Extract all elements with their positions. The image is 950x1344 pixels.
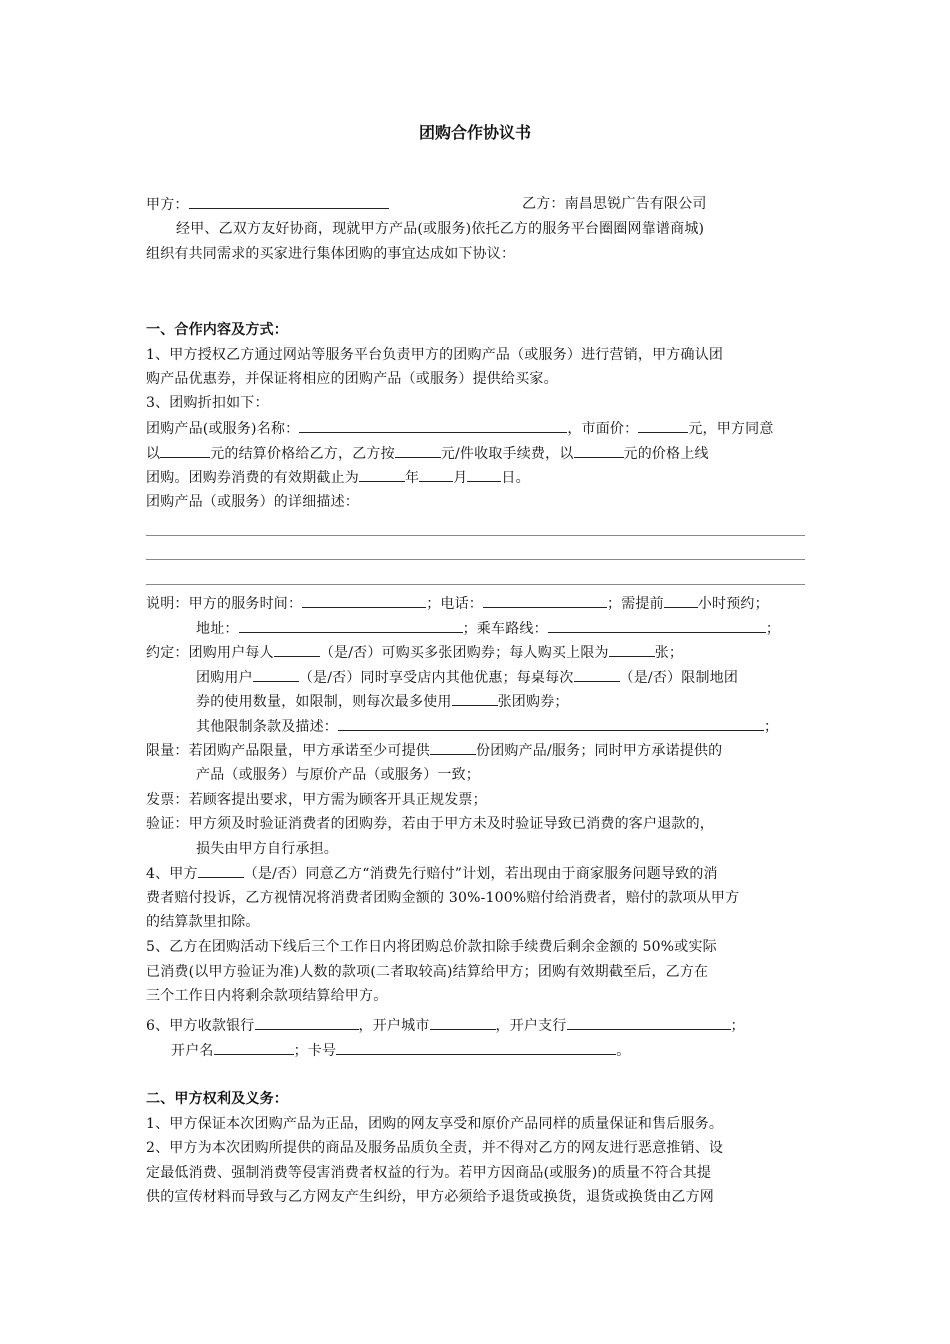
party-a-blank[interactable] (189, 194, 389, 209)
description-rule-2[interactable] (146, 559, 805, 560)
expiry-month-blank[interactable] (419, 467, 453, 482)
s2-p2-line3: 供的宣传材料而导致与乙方网友产生纠纷，甲方必须给予退货或换货，退货或换货由乙方网 (146, 1189, 714, 1205)
s1-p1-line2: 购产品优惠券，并保证将相应的团购产品（或服务）提供给买家。 (146, 371, 558, 387)
fee-blank[interactable] (395, 443, 441, 458)
s2-p2-line2: 定最低消费、强制消费等侵害消费者权益的行为。若甲方因商品(或服务)的质量不符合其提 (146, 1165, 712, 1181)
document-title: 团购合作协议书 (418, 123, 531, 142)
service-note-line: 说明：甲方的服务时间： ；电话： ；需提前 小时预约； (146, 593, 769, 614)
clause5-line-2: 已消费(以甲方验证为准)人数的款项(二者取较高)结算给甲方；团购有效期截至后，乙方在 (146, 964, 709, 980)
settle-price-blank[interactable] (160, 443, 210, 458)
description-label: 团购产品（或服务）的详细描述： (146, 494, 359, 510)
verify-line-1: 验证：甲方须及时验证消费者的团购券，若由于甲方未及时验证导致已消费的客户退款的， (146, 816, 714, 832)
expiry-year-blank[interactable] (359, 467, 405, 482)
party-a-line: 甲方： (146, 194, 389, 215)
table-limit-blank[interactable] (574, 667, 620, 682)
product-name-blank[interactable] (299, 418, 567, 433)
service-time-blank[interactable] (302, 593, 426, 608)
other-discount-blank[interactable] (253, 667, 299, 682)
multi-buy-blank[interactable] (274, 642, 320, 657)
verify-line-2: 损失由甲方自行承担。 (196, 841, 338, 857)
clause4-line-1: 4、甲方 （是/否）同意乙方“消费先行赔付”计划，若出现由于商家服务问题导致的消 (146, 863, 718, 884)
bank-blank[interactable] (255, 1015, 359, 1030)
clause5-line-1: 5、乙方在团购活动下线后三个工作日内将团购总价款扣除手续费后剩余金额的 50%或实际 (146, 939, 717, 955)
phone-blank[interactable] (483, 593, 607, 608)
agreement-line-3: 券的使用数量，如限制，则每次最多使用 张团购券； (196, 691, 569, 712)
branch-blank[interactable] (567, 1015, 731, 1030)
bank-line: 6、甲方收款银行 ，开户城市 ，开户支行 ； (146, 1015, 745, 1036)
section2-heading: 二、甲方权利及义务： (146, 1091, 288, 1107)
limit-line-1: 限量：若团购产品限量，甲方承诺至少可提供 份团购产品/服务；同时甲方承诺提供的 (146, 740, 722, 761)
s1-p1-line1: 1、甲方授权乙方通过网站等服务平台负责甲方的团购产品（或服务）进行营销，甲方确认团 (146, 347, 724, 363)
market-price-blank[interactable] (638, 418, 688, 433)
s2-p2-line1: 2、甲方为本次团购所提供的商品及服务品质负全责，并不得对乙方的网友进行恶意推销、设 (146, 1140, 724, 1156)
online-price-blank[interactable] (574, 443, 624, 458)
party-b: 乙方：南昌思锐广告有限公司 (522, 196, 707, 212)
clause4-line-2: 费者赔付投诉，乙方视情况将消费者团购金额的 30%-100%赔付给消费者，赔付的款项从甲方 (146, 890, 740, 906)
address-blank[interactable] (239, 618, 463, 633)
agreement-line-1: 约定：团购用户每人 （是/否）可购买多张团购券；每人购买上限为 张； (146, 642, 683, 663)
card-number-blank[interactable] (336, 1040, 616, 1055)
address-line: 地址： ；乘车路线： ； (196, 618, 780, 639)
s1-p3-title: 3、团购折扣如下： (146, 395, 269, 411)
limit-line-2: 产品（或服务）与原价产品（或服务）一致； (196, 767, 480, 783)
price-line: 以 元的结算价格给乙方，乙方按 元/件收取手续费，以 元的价格上线 (146, 443, 709, 464)
account-line: 开户名 ；卡号 。 (171, 1040, 630, 1061)
expiry-day-blank[interactable] (467, 467, 501, 482)
buy-limit-blank[interactable] (609, 642, 655, 657)
expiry-line: 团购。团购券消费的有效期截止为 年 月 日。 (146, 467, 530, 488)
agreement-line-2: 团购用户 （是/否）同时享受店内其他优惠；每桌每次 （是/否）限制地团 (196, 667, 738, 688)
invoice-line: 发票：若顾客提出要求，甲方需为顾客开具正规发票； (146, 792, 487, 808)
account-name-blank[interactable] (214, 1040, 294, 1055)
advance-hours-blank[interactable] (664, 593, 698, 608)
compensation-agree-blank[interactable] (198, 863, 244, 878)
max-coupon-blank[interactable] (452, 691, 498, 706)
s2-p1: 1、甲方保证本次团购产品为正品，团购的网友享受和原价产品同样的质量保证和售后服务。 (146, 1116, 724, 1132)
section1-heading: 一、合作内容及方式： (146, 322, 288, 338)
intro-line-1: 经甲、乙双方友好协商，现就甲方产品(或服务)依托乙方的服务平台圈圈网靠谱商城) (176, 221, 705, 237)
intro-line-2: 组织有共同需求的买家进行集体团购的事宜达成如下协议： (146, 246, 516, 262)
product-name-line: 团购产品(或服务)名称： ，市面价： 元，甲方同意 (146, 418, 774, 439)
other-terms-blank[interactable] (338, 716, 764, 731)
agreement-line-4: 其他限制条款及描述： ； (196, 716, 778, 737)
route-blank[interactable] (548, 618, 766, 633)
city-blank[interactable] (430, 1015, 496, 1030)
limit-quantity-blank[interactable] (430, 740, 476, 755)
description-rule-3[interactable] (146, 584, 805, 585)
clause5-line-3: 三个工作日内将剩余款项结算给甲方。 (146, 988, 388, 1004)
description-rule-1[interactable] (146, 535, 805, 536)
clause4-line-3: 的结算款里扣除。 (146, 914, 260, 930)
